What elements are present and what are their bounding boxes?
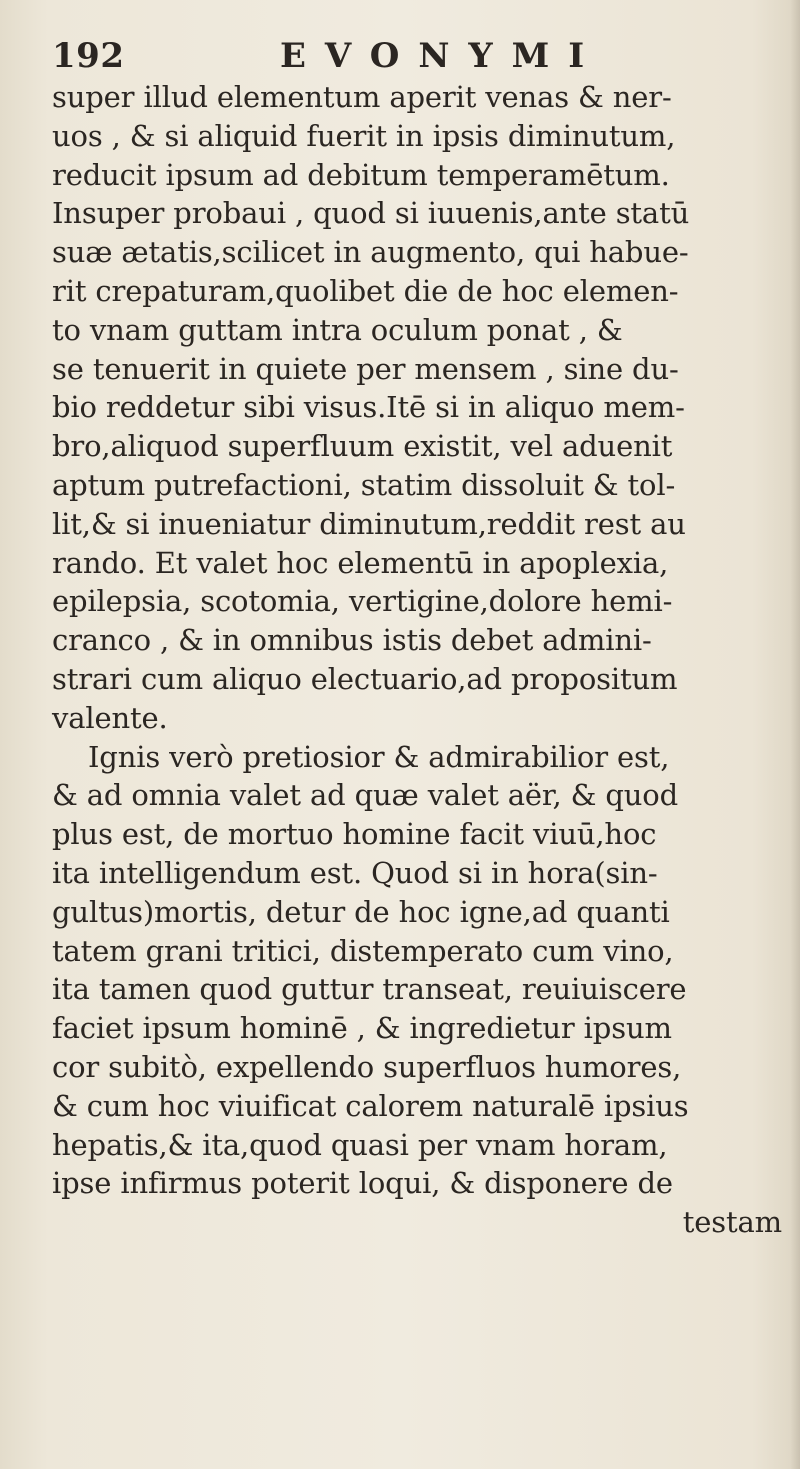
text-line: ita tamen quod guttur transeat, reuiuiscere [52,972,687,1007]
text-line: reducit ipsum ad debitum temperamētum. [52,157,670,192]
text-line: hepatis,& ita,quod quasi per vnam horam, [52,1127,668,1162]
paragraph-start-line: Ignis verò pretiosior & admirabilior est, [88,739,670,774]
text-line: aptum putrefactioni, statim dissoluit & tol- [52,467,676,502]
text-line: epilepsia, scotomia, vertigine,dolore hemi- [52,584,673,619]
page-number: 192 [52,36,125,76]
text-line: valente. [52,700,168,735]
text-line: & cum hoc viuificat calorem naturalē ipsius [52,1088,689,1123]
text-line: & ad omnia valet ad quæ valet aër, & quod [52,778,678,813]
text-line: rit crepaturam,quolibet die de hoc elemen- [52,273,679,308]
text-line: rando. Et valet hoc elementū in apoplexia, [52,545,669,580]
text-line: cor subitò, expellendo superfluos humores, [52,1049,682,1084]
text-line: ita intelligendum est. Quod si in hora(sin- [52,855,658,890]
text-line: se tenuerit in quiete per mensem , sine du- [52,351,679,386]
text-line: ipse infirmus poterit loqui, & disponere de [52,1166,673,1201]
text-line: plus est, de mortuo homine facit viuū,hoc [52,817,657,852]
body-text [52,78,792,1242]
text-line: faciet ipsum hominē , & ingredietur ipsum [52,1011,672,1046]
text-line: bro,aliquod superfluum existit, vel aduenit [52,429,673,464]
text-line: Insuper probaui , quod si iuuenis,ante statū [52,196,690,231]
text-line: cranco , & in omnibus istis debet admini- [52,623,652,658]
text-line: bio reddetur sibi visus.Itē si in aliquo mem- [52,390,685,425]
page-header [52,36,752,76]
running-title: EVONYMI [280,36,604,76]
text-line: super illud elementum aperit venas & ner- [52,80,672,114]
catchword: testam [682,1205,782,1240]
text-line: suæ ætatis,scilicet in augmento, qui habue- [52,235,689,270]
text-line: strari cum aliquo electuario,ad propositum [52,661,678,696]
text-line: lit,& si inueniatur diminutum,reddit rest au [52,506,686,541]
text-line: uos , & si aliquid fuerit in ipsis diminutum, [52,118,676,153]
text-line: tatem grani tritici, distemperato cum vino, [52,933,674,968]
text-line: to vnam guttam intra oculum ponat , & [52,312,623,347]
text-line: gultus)mortis, detur de hoc igne,ad quanti [52,894,670,929]
